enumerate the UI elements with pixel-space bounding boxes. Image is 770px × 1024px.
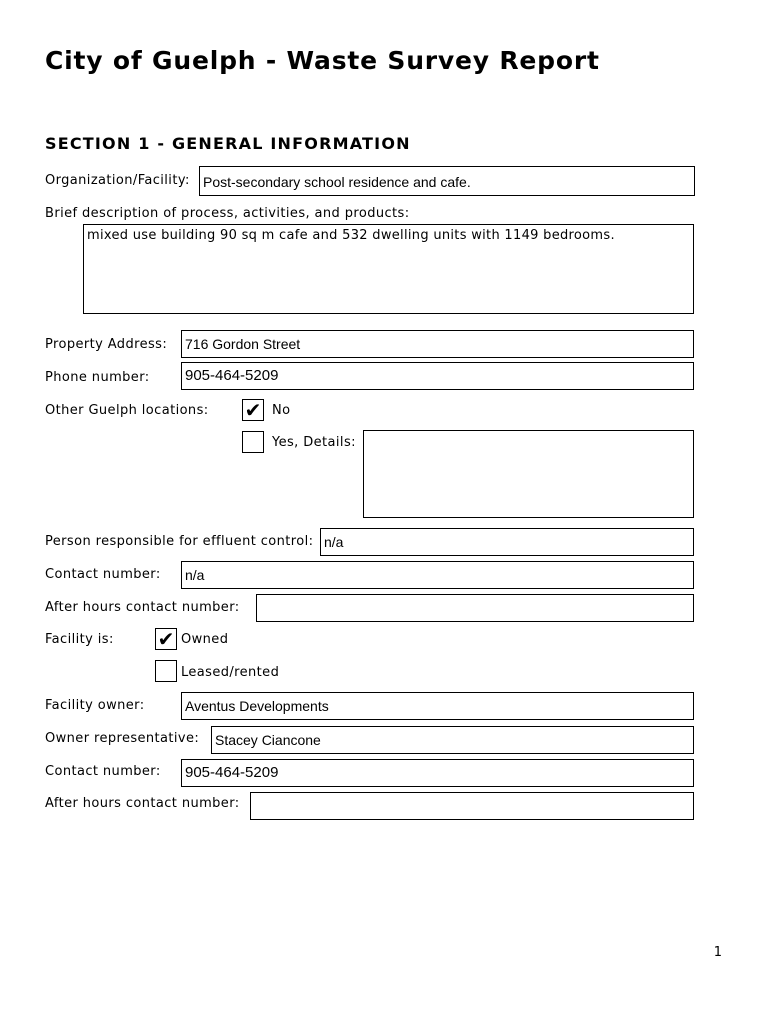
phone-field[interactable]: 905-464-5209 (181, 362, 694, 390)
organization-field[interactable]: Post-secondary school residence and cafe. (199, 166, 695, 196)
facility-owned-checkbox[interactable]: ✔ (155, 628, 177, 650)
other-locations-details-field[interactable] (363, 430, 694, 518)
contact-number-1-field[interactable]: n/a (181, 561, 694, 589)
other-locations-no-label: No (272, 403, 291, 418)
page-title: City of Guelph - Waste Survey Report (45, 46, 600, 75)
after-hours-2-field[interactable] (250, 792, 694, 820)
facility-owner-label: Facility owner: (45, 698, 145, 713)
property-address-field[interactable]: 716 Gordon Street (181, 330, 694, 358)
other-locations-yes-checkbox[interactable] (242, 431, 264, 453)
other-locations-no-checkbox[interactable]: ✔ (242, 399, 264, 421)
contact-number-2-label: Contact number: (45, 764, 161, 779)
effluent-person-field[interactable]: n/a (320, 528, 694, 556)
after-hours-1-label: After hours contact number: (45, 600, 240, 615)
contact-number-2-field[interactable]: 905-464-5209 (181, 759, 694, 787)
after-hours-2-label: After hours contact number: (45, 796, 240, 811)
other-locations-label: Other Guelph locations: (45, 403, 209, 418)
section-heading: SECTION 1 - GENERAL INFORMATION (45, 134, 411, 153)
effluent-person-label: Person responsible for effluent control: (45, 534, 314, 549)
contact-number-1-label: Contact number: (45, 567, 161, 582)
facility-owner-field[interactable]: Aventus Developments (181, 692, 694, 720)
other-locations-yes-label: Yes, Details: (272, 435, 356, 450)
facility-leased-label: Leased/rented (181, 665, 280, 680)
facility-leased-checkbox[interactable] (155, 660, 177, 682)
page-number: 1 (713, 945, 722, 960)
after-hours-1-field[interactable] (256, 594, 694, 622)
facility-is-label: Facility is: (45, 632, 114, 647)
owner-representative-field[interactable]: Stacey Ciancone (211, 726, 694, 754)
facility-owned-label: Owned (181, 632, 229, 647)
property-address-label: Property Address: (45, 337, 168, 352)
phone-label: Phone number: (45, 370, 150, 385)
description-field[interactable]: mixed use building 90 sq m cafe and 532 dwelling units with 1149 bedrooms. (83, 224, 694, 314)
organization-label: Organization/Facility: (45, 173, 190, 188)
description-label: Brief description of process, activities, and products: (45, 206, 410, 221)
owner-representative-label: Owner representative: (45, 731, 200, 746)
